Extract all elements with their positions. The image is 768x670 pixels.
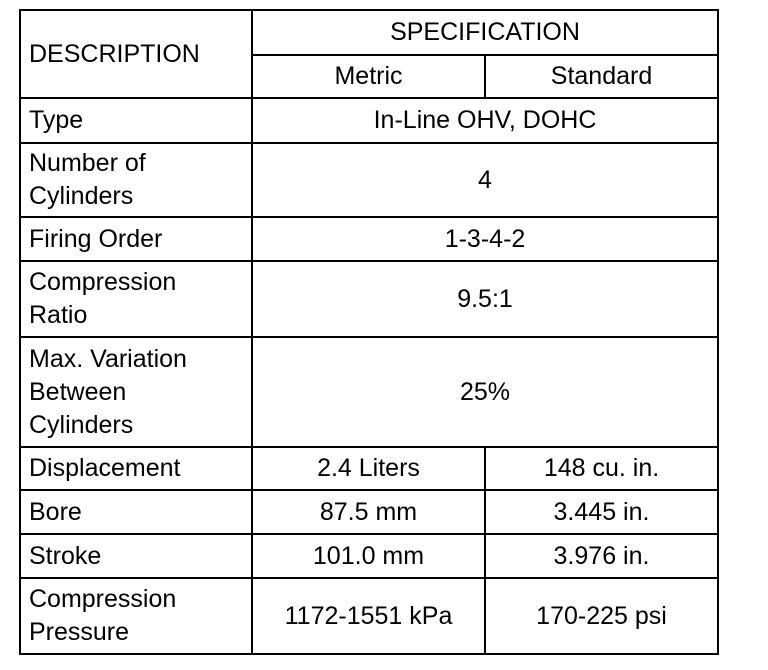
table-row [20,143,718,217]
table-row [20,447,718,490]
row-value: 25% [252,337,718,447]
row-standard-value: 148 cu. in. [485,447,718,490]
row-description: Firing Order [20,217,252,261]
metric-header: Metric [252,55,485,98]
description-header: DESCRIPTION [20,10,252,98]
row-description: Number of Cylinders [20,143,252,217]
row-description: Max. Variation Between Cylinders [20,337,252,447]
engine-specification-table [19,9,719,655]
table-header-row [20,10,718,55]
row-description: Type [20,98,252,143]
row-description: Displacement [20,447,252,490]
standard-header: Standard [485,55,718,98]
row-standard-value: 3.976 in. [485,534,718,578]
row-value: 1-3-4-2 [252,217,718,261]
table-row [20,337,718,447]
specification-header: SPECIFICATION [252,10,718,55]
row-value: 4 [252,143,718,217]
row-value: 9.5:1 [252,261,718,337]
table-row [20,98,718,143]
row-description: Bore [20,490,252,534]
table-row [20,217,718,261]
row-metric-value: 1172-1551 kPa [252,578,485,654]
row-description: Compression Ratio [20,261,252,337]
table-row [20,261,718,337]
row-metric-value: 87.5 mm [252,490,485,534]
table-row [20,578,718,654]
table-row [20,490,718,534]
table-row [20,534,718,578]
row-value: In-Line OHV, DOHC [252,98,718,143]
row-standard-value: 170-225 psi [485,578,718,654]
row-standard-value: 3.445 in. [485,490,718,534]
row-description: Stroke [20,534,252,578]
row-description: Compression Pressure [20,578,252,654]
row-metric-value: 2.4 Liters [252,447,485,490]
row-metric-value: 101.0 mm [252,534,485,578]
